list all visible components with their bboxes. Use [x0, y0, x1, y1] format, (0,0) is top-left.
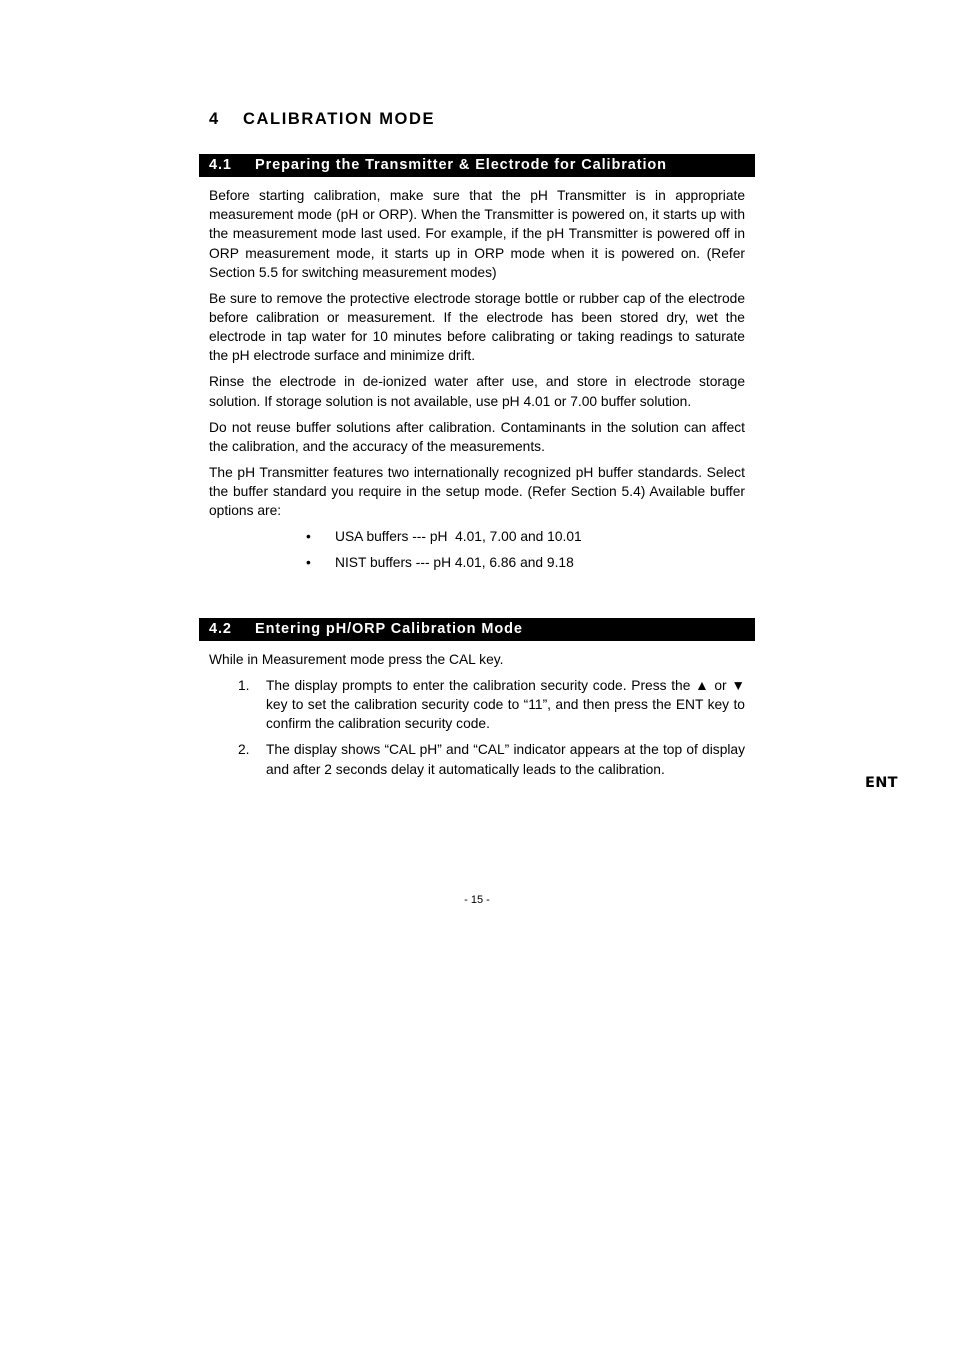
section-heading-4-2: [199, 618, 755, 641]
step-number: 1.: [238, 678, 250, 693]
paragraph-rinse: Rinse the electrode in de-ionized water after use, and store in electrode storage solution. If storage solution is not available, use pH 4.01 or 7.00 buffer solution.: [209, 374, 745, 409]
bullet-icon: •: [306, 555, 311, 571]
buffer-option-nist: NIST buffers --- pH 4.01, 6.86 and 9.18: [335, 555, 574, 571]
chapter-heading: [209, 110, 435, 129]
page-number: - 15 -: [464, 894, 490, 906]
buffer-option-usa: USA buffers --- pH 4.01, 7.00 and 10.01: [335, 529, 582, 545]
calibration-steps-list: [209, 676, 745, 779]
list-item: [306, 553, 745, 572]
list-item: [209, 676, 745, 734]
section-4-1-body: [209, 186, 745, 579]
list-item: [209, 740, 745, 778]
section-title: Entering pH/ORP Calibration Mode: [255, 621, 523, 637]
section-heading-4-1: [199, 154, 755, 177]
list-item: [306, 527, 745, 546]
chapter-title: CALIBRATION MODE: [243, 110, 436, 128]
section-title: Preparing the Transmitter & Electrode for Calibration: [255, 157, 667, 173]
section-number: 4.2: [209, 621, 232, 637]
paragraph-remove-cap: Be sure to remove the protective electrode storage bottle or rubber cap of the electrode before calibration or measurement. If the electrode has been stored dry, wet the electrode in tap water for 10 minutes before calibrating or taking readings to saturate the pH electrode surface and minimize drift.: [209, 290, 745, 364]
step-text: The display shows “CAL pH” and “CAL” indicator appears at the top of display and after 2 seconds delay it automatically leads to the calibration.: [266, 742, 745, 777]
ent-key-label: ENT: [865, 775, 898, 791]
step-text: The display prompts to enter the calibration security code. Press the ▲ or ▼ key to set the calibration security code to “11”, and then press the ENT key to confirm the calibration security code.: [266, 678, 745, 732]
bullet-icon: •: [306, 529, 311, 545]
step-number: 2.: [238, 742, 250, 758]
section-4-2-body: [209, 650, 745, 786]
paragraph-intro: While in Measurement mode press the CAL key.: [209, 652, 504, 667]
buffer-options-list: [209, 527, 745, 572]
paragraph-mode-check: Before starting calibration, make sure that the pH Transmitter is in appropriate measurement mode (pH or ORP). When the Transmitter is powered on, it starts up with the measurement mode last used. For example, if the pH Transmitter is powered off in ORP measurement mode, it starts up in ORP mode when it is powered on. (Refer Section 5.5 for switching measurement modes): [209, 188, 745, 280]
section-number: 4.1: [209, 157, 232, 173]
paragraph-buffer-standards: The pH Transmitter features two internationally recognized pH buffer standards. Select the buffer standard you require in the setup mode. (Refer Section 5.4) Available buffer options are:: [209, 464, 745, 519]
paragraph-no-reuse: Do not reuse buffer solutions after calibration. Contaminants in the solution can affect the calibration, and the accuracy of the measurements.: [209, 419, 745, 454]
chapter-number: 4: [209, 110, 220, 128]
